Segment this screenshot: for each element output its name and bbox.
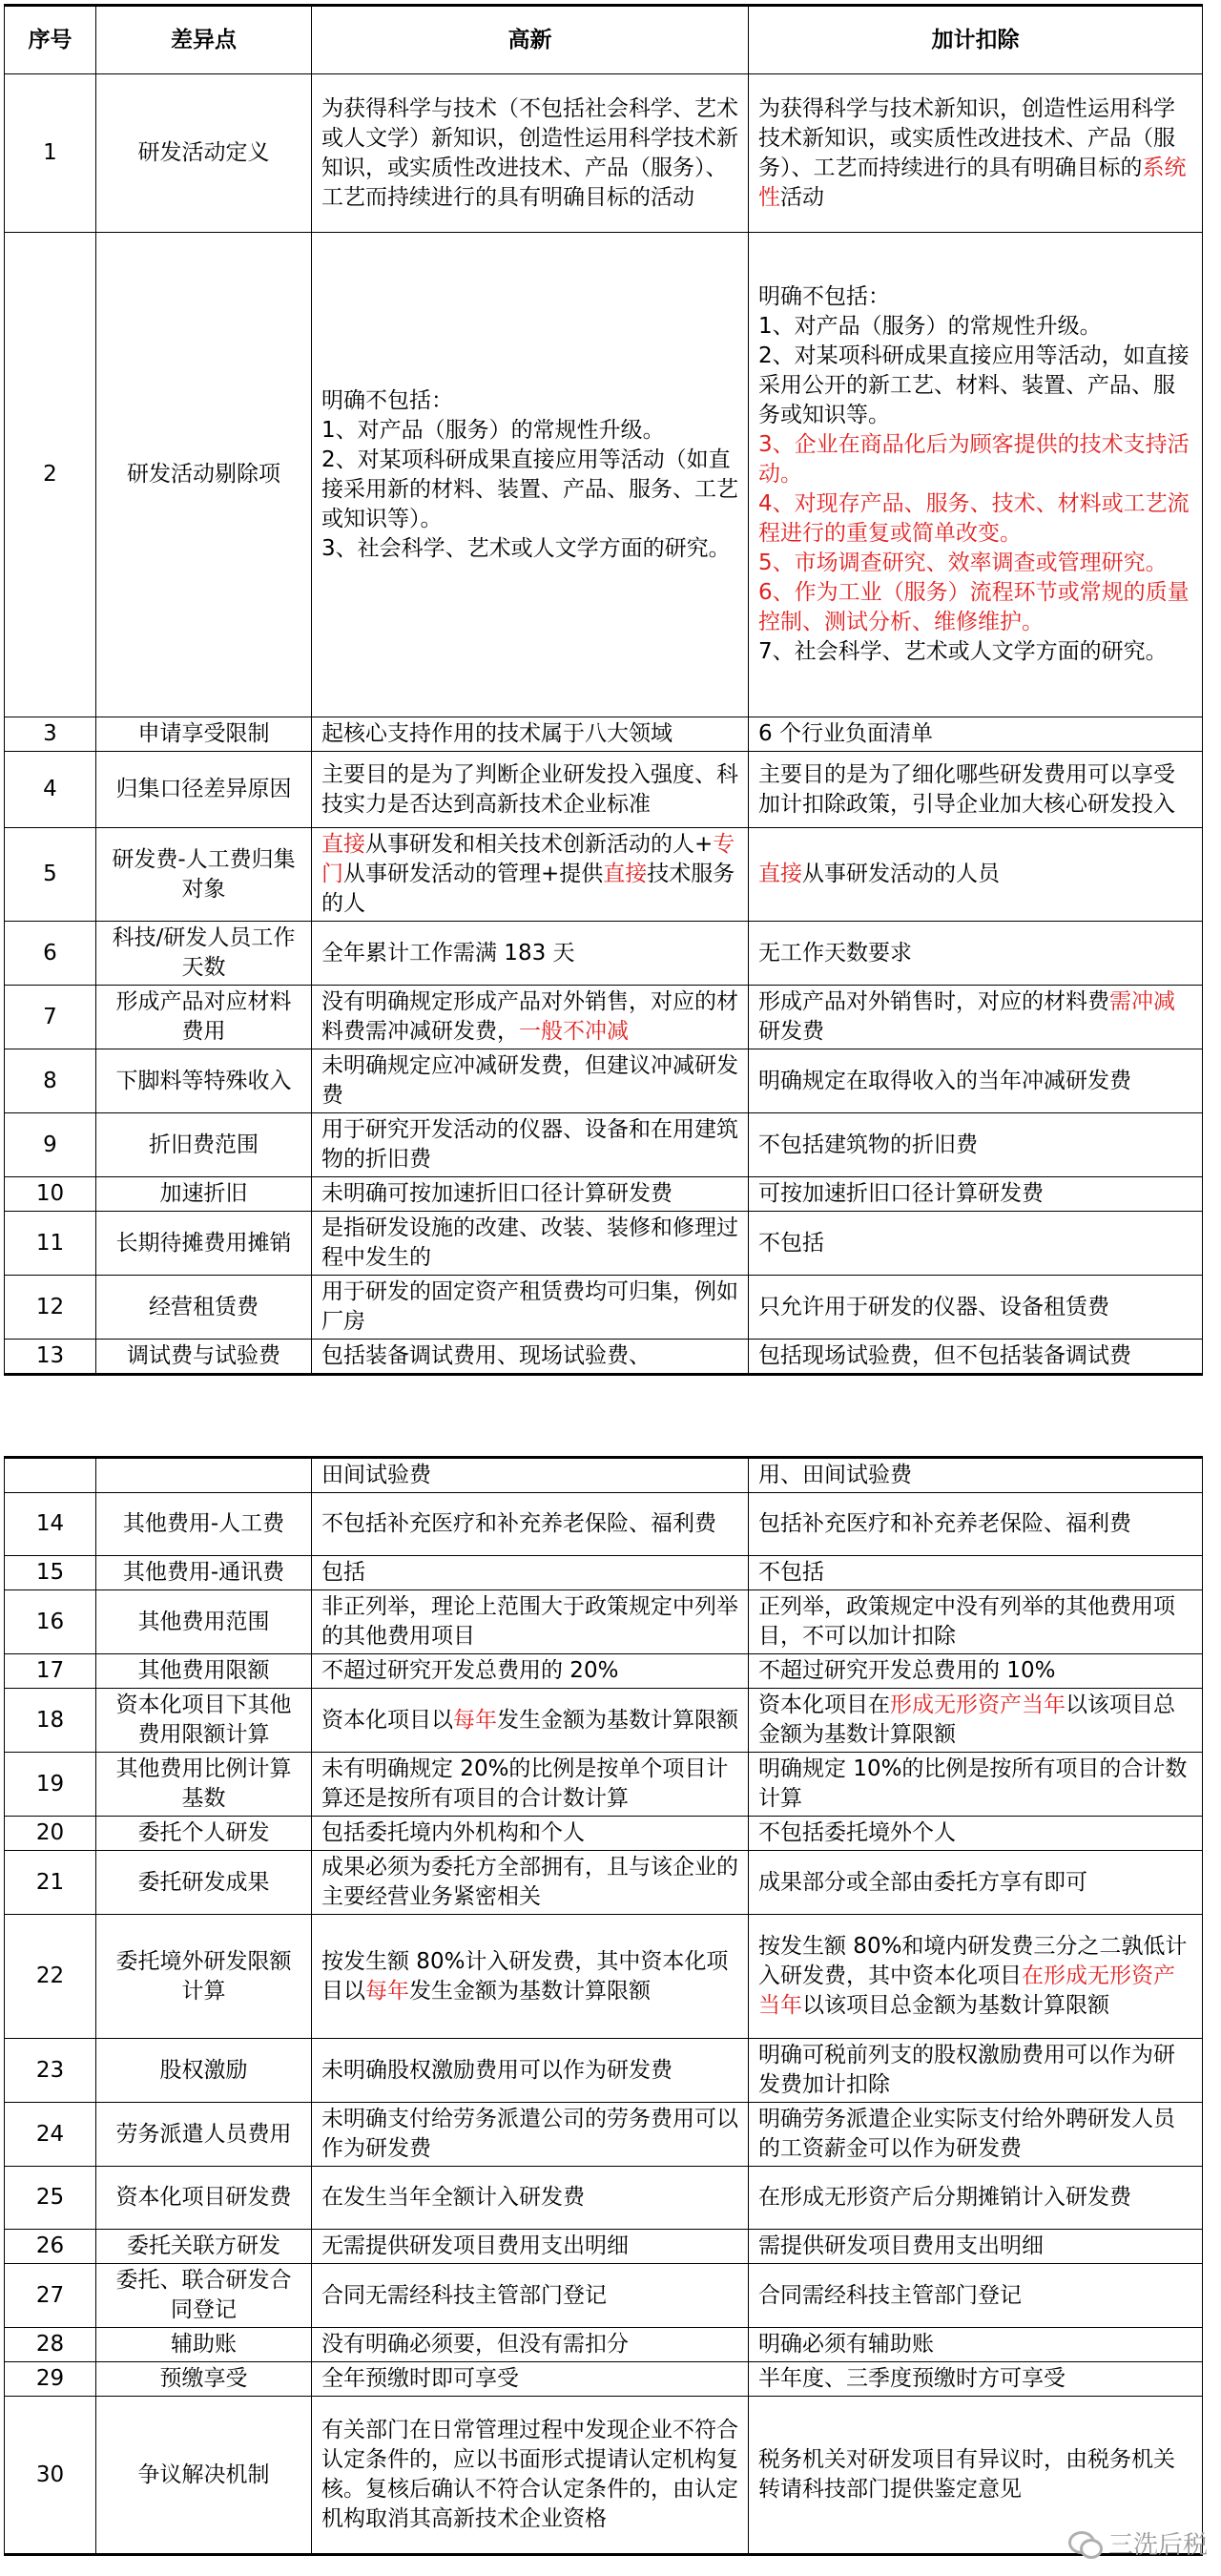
cell-text: 不包括补充医疗和补充养老保险、福利费: [321, 1511, 716, 1536]
difference-point: 归集口径差异原因: [96, 752, 312, 828]
cell-text: 用于研究开发活动的仪器、设备和在用建筑物的折旧费: [321, 1117, 738, 1172]
table-row: [5, 2264, 1203, 2328]
hightech-cell: [312, 752, 749, 828]
difference-point: 劳务派遣人员费用: [96, 2103, 312, 2167]
difference-point: 折旧费范围: [96, 1113, 312, 1177]
cell-text: 活动: [780, 184, 824, 210]
cell-text: 起核心支持作用的技术属于八大领域: [321, 721, 673, 746]
hightech-cell: [312, 1049, 749, 1113]
deduction-cell: [749, 986, 1203, 1049]
cell-text: 2、对某项科研成果直接应用等活动，如直接采用公开的新工艺、材料、装置、产品、服务或知识等。: [758, 343, 1190, 427]
cell-text: 不超过研究开发总费用的 20%: [321, 1658, 619, 1683]
row-number: 27: [5, 2264, 96, 2328]
deduction-cell: [749, 1689, 1203, 1753]
row-number: 4: [5, 752, 96, 828]
row-number: 16: [5, 1590, 96, 1654]
cell-text: 未明确支付给劳务派遣公司的劳务费用可以作为研发费: [321, 2107, 738, 2161]
difference-point: 其他费用限额: [96, 1654, 312, 1689]
table-row: [5, 752, 1203, 828]
table-row: [5, 1556, 1203, 1590]
cell-text: 按发生额 80%和境内研发费三分之二孰低计入研发费，其中资本化项目: [758, 1934, 1188, 1988]
highlight-text: 形成无形资产当年: [890, 1693, 1066, 1717]
hightech-cell: [312, 1851, 749, 1915]
cell-text: 从事研发和相关技术创新活动的人+: [365, 832, 714, 857]
table-row: [5, 828, 1203, 922]
cell-text: 需提供研发项目费用支出明细: [758, 2233, 1044, 2258]
header-diff: 差异点: [96, 6, 312, 74]
difference-point: 委托个人研发: [96, 1817, 312, 1851]
highlight-text: 直接: [603, 862, 648, 886]
cell-text: 7、社会科学、艺术或人文学方面的研究。: [758, 639, 1168, 664]
table-row: [5, 1340, 1203, 1375]
hightech-cell: [312, 1212, 749, 1276]
hightech-cell: [312, 1177, 749, 1212]
deduction-cell: [749, 2167, 1203, 2230]
cell-text: 主要目的是为了判断企业研发投入强度、科技实力是否达到高新技术企业标准: [321, 761, 738, 817]
cell-text: 发生金额为基数计算限额: [497, 1707, 738, 1733]
table-row: [5, 922, 1203, 986]
cell-text: 不包括: [758, 1230, 824, 1256]
row-number: [5, 1458, 96, 1493]
cell-text: 形成产品对外销售时，对应的材料费: [758, 989, 1109, 1014]
watermark: [1068, 2525, 1208, 2561]
cell-text: 半年度、三季度预缴时方可享受: [758, 2366, 1066, 2391]
table-row: [5, 233, 1203, 717]
deduction-cell: [749, 1851, 1203, 1915]
deduction-cell: [749, 1493, 1203, 1556]
table-row: [5, 1113, 1203, 1177]
deduction-cell: [749, 2103, 1203, 2167]
row-number: 23: [5, 2039, 96, 2103]
difference-point: 资本化项目下其他费用限额计算: [96, 1689, 312, 1753]
cell-text: 是指研发设施的改建、改装、装修和修理过程中发生的: [321, 1215, 738, 1270]
row-number: 17: [5, 1654, 96, 1689]
table-row: [5, 1915, 1203, 2039]
hightech-cell: [312, 1340, 749, 1375]
cell-text: 资本化项目以: [321, 1707, 453, 1733]
row-number: 3: [5, 717, 96, 752]
row-number: 7: [5, 986, 96, 1049]
difference-point: 资本化项目研发费: [96, 2167, 312, 2230]
row-number: 30: [5, 2397, 96, 2555]
deduction-cell: [749, 1177, 1203, 1212]
cell-text: 成果部分或全部由委托方享有即可: [758, 1869, 1087, 1895]
difference-point: [96, 1458, 312, 1493]
highlight-text: 专门: [321, 832, 735, 886]
table-row: [5, 1276, 1203, 1340]
cell-text: 为获得科学与技术新知识，创造性运用科学技术新知识，或实质性改进技术、产品（服务）、工艺而持续进行的具有明确目标的: [758, 95, 1175, 180]
row-number: 22: [5, 1915, 96, 2039]
row-number: 29: [5, 2362, 96, 2397]
row-number: 13: [5, 1340, 96, 1375]
cell-text: 明确规定 10%的比例是按所有项目的合计数计算: [758, 1756, 1188, 1811]
table-part-2: [4, 1456, 1202, 2556]
cell-text: 税务机关对研发项目有异议时，由税务机关转请科技部门提供鉴定意见: [758, 2447, 1175, 2502]
cell-text: 主要目的是为了细化哪些研发费用可以享受加计扣除政策，引导企业加大核心研发投入: [758, 761, 1175, 817]
row-number: 28: [5, 2328, 96, 2362]
cell-text: 未有明确规定 20%的比例是按单个项目计算还是按所有项目的合计数计算: [321, 1756, 729, 1811]
header-no: 序号: [5, 6, 96, 74]
table-row: [5, 986, 1203, 1049]
cell-text: 可按加速折旧口径计算研发费: [758, 1181, 1044, 1206]
cell-text: 资本化项目在: [758, 1693, 890, 1717]
cell-text: 包括装备调试费用、现场试验费、: [321, 1343, 651, 1368]
difference-point: 申请享受限制: [96, 717, 312, 752]
row-number: 15: [5, 1556, 96, 1590]
table-row: [5, 1212, 1203, 1276]
cell-text: 未明确规定应冲减研发费，但建议冲减研发费: [321, 1053, 738, 1108]
hightech-cell: [312, 1276, 749, 1340]
cell-text: 1、对产品（服务）的常规性升级。: [758, 314, 1102, 339]
watermark-text: 三洗后税: [1107, 2531, 1208, 2560]
deduction-cell: [749, 1654, 1203, 1689]
cell-text: 在发生当年全额计入研发费: [321, 2185, 585, 2210]
cell-text: 6 个行业负面清单: [758, 721, 933, 746]
hightech-cell: [312, 922, 749, 986]
deduction-cell: [749, 2264, 1203, 2328]
cell-text: 只允许用于研发的仪器、设备租赁费: [758, 1294, 1109, 1319]
cell-text: 全年累计工作需满 183 天: [321, 940, 575, 966]
difference-point: 委托关联方研发: [96, 2230, 312, 2264]
hightech-cell: [312, 74, 749, 233]
cell-text: 在形成无形资产后分期摊销计入研发费: [758, 2185, 1131, 2210]
deduction-cell: [749, 1556, 1203, 1590]
deduction-cell: [749, 1590, 1203, 1654]
cell-text: 明确不包括：: [758, 284, 890, 309]
cell-text: 技术服务的人: [321, 862, 735, 916]
difference-point: 委托境外研发限额计算: [96, 1915, 312, 2039]
cell-text: 非正列举，理论上范围大于政策规定中列举的其他费用项目: [321, 1594, 738, 1649]
row-number: 8: [5, 1049, 96, 1113]
difference-point: 调试费与试验费: [96, 1340, 312, 1375]
deduction-cell: [749, 2039, 1203, 2103]
table-row: [5, 2167, 1203, 2230]
hightech-cell: [312, 2167, 749, 2230]
difference-point: 科技/研发人员工作天数: [96, 922, 312, 986]
deduction-cell: [749, 1340, 1203, 1375]
difference-point: 委托、联合研发合同登记: [96, 2264, 312, 2328]
difference-point: 长期待摊费用摊销: [96, 1212, 312, 1276]
hightech-cell: [312, 233, 749, 717]
table-body-1: [5, 74, 1203, 1375]
row-number: 21: [5, 1851, 96, 1915]
hightech-cell: [312, 1458, 749, 1493]
table-row: [5, 2230, 1203, 2264]
row-number: 14: [5, 1493, 96, 1556]
deduction-cell: [749, 922, 1203, 986]
cell-text: 有关部门在日常管理过程中发现企业不符合认定条件的，应以书面形式提请认定机构复核。复核后确认不符合认定条件的，由认定机构取消其高新技术企业资格: [321, 2418, 738, 2531]
header-deduction: 加计扣除: [749, 6, 1203, 74]
highlight-text: 5、市场调查研究、效率调查或管理研究。: [758, 551, 1168, 575]
hightech-cell: [312, 2039, 749, 2103]
table-row: [5, 1654, 1203, 1689]
cell-text: 明确可税前列支的股权激励费用可以作为研发费加计扣除: [758, 2043, 1175, 2097]
cell-text: 全年预缴时即可享受: [321, 2366, 519, 2391]
cell-text: 为获得科学与技术（不包括社会科学、艺术或人文学）新知识，创造性运用科学技术新知识，或实质性改进技术、产品（服务）、工艺而持续进行的具有明确目标的活动: [321, 95, 738, 210]
row-number: 26: [5, 2230, 96, 2264]
cell-text: 明确劳务派遣企业实际支付给外聘研发人员的工资薪金可以作为研发费: [758, 2107, 1175, 2161]
cell-text: 不包括建筑物的折旧费: [758, 1132, 978, 1157]
table-row: [5, 1851, 1203, 1915]
hightech-cell: [312, 1753, 749, 1817]
deduction-cell: [749, 717, 1203, 752]
table-row: [5, 1049, 1203, 1113]
deduction-cell: [749, 2230, 1203, 2264]
difference-point: 预缴享受: [96, 2362, 312, 2397]
cell-text: 2、对某项科研成果直接应用等活动（如直接采用新的材料、装置、产品、服务、工艺或知识等）。: [321, 447, 738, 531]
highlight-text: 直接: [321, 832, 365, 857]
deduction-cell: [749, 1276, 1203, 1340]
table-row: [5, 74, 1203, 233]
cell-text: 从事研发活动的管理+提供: [343, 862, 604, 886]
cell-text: 不包括委托境外个人: [758, 1820, 956, 1845]
hightech-cell: [312, 1113, 749, 1177]
cell-text: 包括补充医疗和补充养老保险、福利费: [758, 1511, 1131, 1536]
highlight-text: 6、作为工业（服务）流程环节或常规的质量控制、测试分析、维修维护。: [758, 580, 1190, 634]
cell-text: 用、田间试验费: [758, 1463, 912, 1487]
cell-text: 研发费: [758, 1019, 824, 1044]
row-number: 25: [5, 2167, 96, 2230]
table-row: [5, 1753, 1203, 1817]
highlight-text: 需冲减: [1109, 989, 1175, 1014]
table-row: [5, 2362, 1203, 2397]
cell-text: 明确不包括：: [321, 387, 453, 413]
table-row: [5, 1689, 1203, 1753]
cell-text: 正列举，政策规定中没有列举的其他费用项目，不可以加计扣除: [758, 1594, 1175, 1649]
row-number: 11: [5, 1212, 96, 1276]
cell-text: 不包括: [758, 1560, 824, 1585]
highlight-text: 3、企业在商品化后为顾客提供的技术支持活动。: [758, 432, 1190, 487]
hightech-cell: [312, 2362, 749, 2397]
comparison-table: [4, 4, 1203, 1376]
deduction-cell: [749, 1817, 1203, 1851]
difference-point: 下脚料等特殊收入: [96, 1049, 312, 1113]
table-row: [5, 2103, 1203, 2167]
row-number: 10: [5, 1177, 96, 1212]
difference-point: 其他费用范围: [96, 1590, 312, 1654]
hightech-cell: [312, 2264, 749, 2328]
row-number: 9: [5, 1113, 96, 1177]
table-body-2: [5, 1458, 1203, 2555]
hightech-cell: [312, 2397, 749, 2555]
cell-text: 包括现场试验费，但不包括装备调试费: [758, 1343, 1131, 1368]
cell-text: 无工作天数要求: [758, 940, 912, 966]
difference-point: 加速折旧: [96, 1177, 312, 1212]
deduction-cell: [749, 2328, 1203, 2362]
deduction-cell: [749, 1753, 1203, 1817]
difference-point: 争议解决机制: [96, 2397, 312, 2555]
difference-point: 研发费-人工费归集对象: [96, 828, 312, 922]
row-number: 12: [5, 1276, 96, 1340]
deduction-cell: [749, 1915, 1203, 2039]
difference-point: 经营租赁费: [96, 1276, 312, 1340]
difference-point: 辅助账: [96, 2328, 312, 2362]
cell-text: 合同需经科技主管部门登记: [758, 2282, 1022, 2308]
deduction-cell: [749, 1113, 1203, 1177]
difference-point: 其他费用-人工费: [96, 1493, 312, 1556]
hightech-cell: [312, 1556, 749, 1590]
cell-text: 不超过研究开发总费用的 10%: [758, 1658, 1056, 1683]
cell-text: 从事研发活动的人员: [802, 862, 1000, 886]
cell-text: 3、社会科学、艺术或人文学方面的研究。: [321, 535, 731, 561]
cell-text: 明确必须有辅助账: [758, 2332, 934, 2357]
difference-point: 其他费用比例计算基数: [96, 1753, 312, 1817]
hightech-cell: [312, 1493, 749, 1556]
cell-text: 以该项目总金额为基数计算限额: [758, 1693, 1175, 1747]
highlight-text: 系统性: [758, 155, 1187, 210]
comparison-table-continued: [4, 1456, 1203, 2556]
hightech-cell: [312, 2230, 749, 2264]
row-number: 19: [5, 1753, 96, 1817]
cell-text: 合同无需经科技主管部门登记: [321, 2282, 607, 2308]
difference-point: 股权激励: [96, 2039, 312, 2103]
difference-point: 其他费用-通讯费: [96, 1556, 312, 1590]
cell-text: 没有明确规定形成产品对外销售，对应的材料费需冲减研发费，: [321, 989, 738, 1044]
cell-text: 田间试验费: [321, 1463, 431, 1487]
cell-text: 无需提供研发项目费用支出明细: [321, 2233, 629, 2258]
hightech-cell: [312, 1689, 749, 1753]
cell-text: 包括委托境内外机构和个人: [321, 1820, 585, 1845]
highlight-text: 直接: [758, 862, 802, 886]
hightech-cell: [312, 717, 749, 752]
cell-text: 未明确股权激励费用可以作为研发费: [321, 2057, 673, 2083]
highlight-text: 每年: [365, 1978, 409, 2004]
table-row: [5, 2397, 1203, 2555]
deduction-cell: [749, 1212, 1203, 1276]
table-row: [5, 1590, 1203, 1654]
cell-text: 发生金额为基数计算限额: [409, 1978, 651, 2004]
row-number: 2: [5, 233, 96, 717]
cell-text: 包括: [321, 1560, 365, 1585]
header-hightech: 高新: [312, 6, 749, 74]
highlight-text: 在形成无形资产当年: [758, 1963, 1175, 2018]
hightech-cell: [312, 828, 749, 922]
cell-text: 1、对产品（服务）的常规性升级。: [321, 417, 665, 443]
difference-point: 研发活动剔除项: [96, 233, 312, 717]
deduction-cell: [749, 828, 1203, 922]
hightech-cell: [312, 1915, 749, 2039]
highlight-text: 每年: [453, 1707, 497, 1733]
row-number: 5: [5, 828, 96, 922]
table-row: [5, 717, 1203, 752]
table-part-1: [4, 4, 1202, 1376]
table-row: [5, 1817, 1203, 1851]
hightech-cell: [312, 986, 749, 1049]
wechat-icon: [1068, 2529, 1101, 2558]
hightech-cell: [312, 1654, 749, 1689]
row-number: 6: [5, 922, 96, 986]
row-number: 18: [5, 1689, 96, 1753]
highlight-text: 4、对现存产品、服务、技术、材料或工艺流程进行的重复或简单改变。: [758, 491, 1190, 546]
hightech-cell: [312, 2103, 749, 2167]
deduction-cell: [749, 1049, 1203, 1113]
highlight-text: 一般不冲减: [519, 1019, 629, 1044]
cell-text: 以该项目总金额为基数计算限额: [802, 1993, 1109, 2018]
cell-text: 按发生额 80%计入研发费，其中资本化项目以: [321, 1948, 729, 2004]
cell-text: 未明确可按加速折旧口径计算研发费: [321, 1181, 673, 1206]
table-row: [5, 1458, 1203, 1493]
row-number: 24: [5, 2103, 96, 2167]
cell-text: 没有明确必须要，但没有需扣分: [321, 2332, 629, 2357]
deduction-cell: [749, 233, 1203, 717]
row-number: 20: [5, 1817, 96, 1851]
hightech-cell: [312, 1590, 749, 1654]
cell-text: 用于研发的固定资产租赁费均可归集，例如厂房: [321, 1279, 738, 1334]
difference-point: 形成产品对应材料费用: [96, 986, 312, 1049]
table-header-row: [5, 6, 1203, 74]
row-number: 1: [5, 74, 96, 233]
table-row: [5, 2328, 1203, 2362]
table-row: [5, 1493, 1203, 1556]
table-row: [5, 1177, 1203, 1212]
hightech-cell: [312, 2328, 749, 2362]
difference-point: 委托研发成果: [96, 1851, 312, 1915]
deduction-cell: [749, 2362, 1203, 2397]
deduction-cell: [749, 1458, 1203, 1493]
table-row: [5, 2039, 1203, 2103]
difference-point: 研发活动定义: [96, 74, 312, 233]
hightech-cell: [312, 1817, 749, 1851]
cell-text: 成果必须为委托方全部拥有，且与该企业的主要经营业务紧密相关: [321, 1855, 738, 1909]
deduction-cell: [749, 752, 1203, 828]
deduction-cell: [749, 74, 1203, 233]
cell-text: 明确规定在取得收入的当年冲减研发费: [758, 1068, 1131, 1093]
